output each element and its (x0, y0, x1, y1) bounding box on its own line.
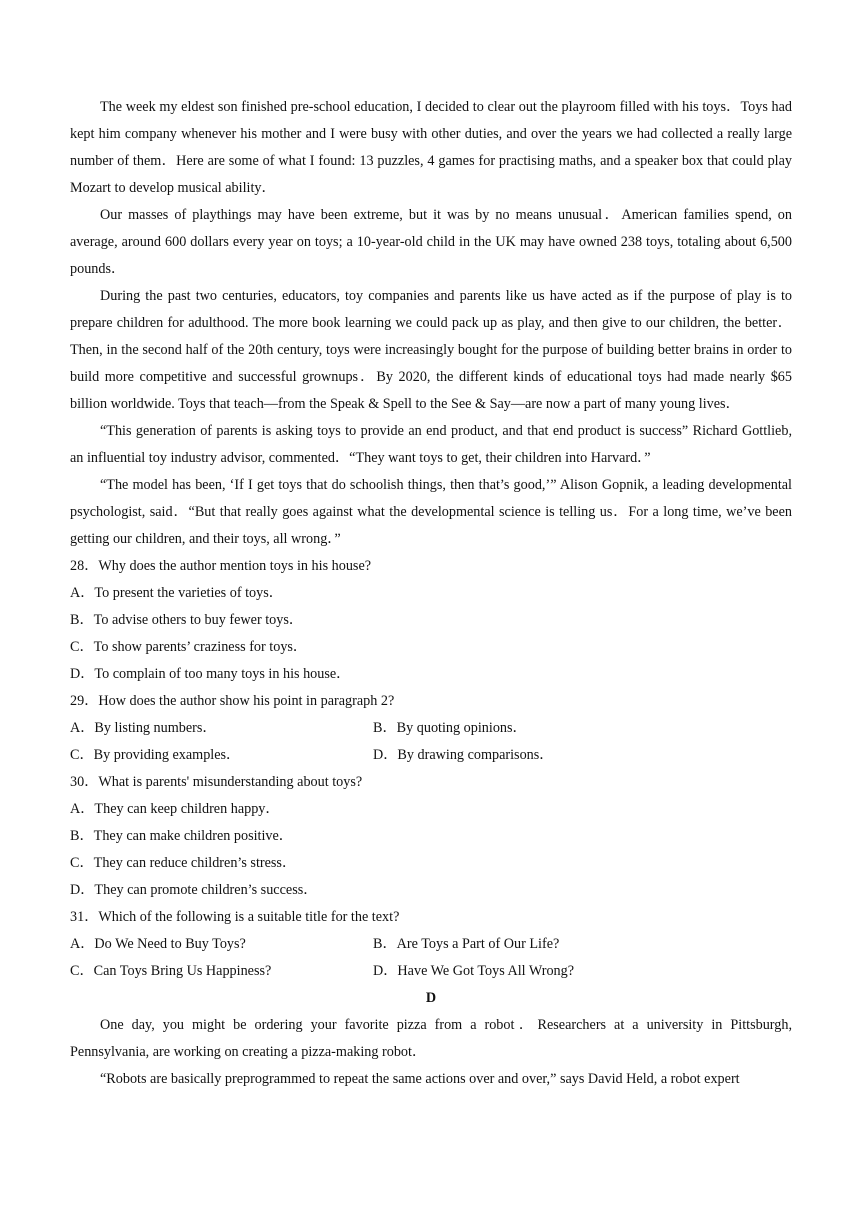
passage-c-paragraph-4: “This generation of parents is asking toys to provide an end product, and that end product is success” Richard Gottlieb, an influential toy industry advisor, commented．“They want toys to get, their children into Harvard．” (70, 423, 792, 466)
question-stem: 29．How does the author show his point in paragraph 2? (70, 693, 395, 709)
option-a: A．They can keep children happy． (70, 801, 280, 817)
passage-d-paragraph-2: “Robots are basically preprogrammed to repeat the same actions over and over,” says David Held, a robot expert (100, 1071, 740, 1087)
option-d: D．To complain of too many toys in his house． (70, 666, 351, 682)
option-d: D．Have We Got Toys All Wrong? (373, 963, 575, 979)
options-row (70, 742, 792, 769)
option-c: C．To show parents’ craziness for toys． (70, 639, 308, 655)
options-row (70, 958, 792, 985)
passage-c-paragraph-3: During the past two centuries, educators, toy companies and parents like us have acted as if the purpose of play is to prepare children for adulthood. The more book learning we could pack up as play, and then give to our children, the better．Then, in the second half of the 20th century, toys were increasingly bought for the purpose of building better brains in order to build more competitive and successful grownups．By 2020, the different kinds of educational toys had made nearly $65 billion worldwide. Toys that teach—from the Speak & Spell to the See & Say—are now a part of many young lives． (70, 288, 792, 412)
option-b: B．Are Toys a Part of Our Life? (373, 936, 560, 952)
option-d: D．They can promote children’s success． (70, 882, 318, 898)
question-30 (70, 769, 792, 904)
question-28 (70, 553, 792, 688)
question-stem: 31．Which of the following is a suitable title for the text? (70, 909, 400, 925)
document-page (70, 94, 792, 1093)
option-a: A．To present the varieties of toys． (70, 585, 283, 601)
passage-d-heading: D (425, 990, 437, 1006)
option-c: C．Can Toys Bring Us Happiness? (70, 963, 272, 979)
option-a: A．Do We Need to Buy Toys? (70, 936, 246, 952)
question-31 (70, 904, 792, 985)
passage-c-paragraph-5: “The model has been, ‘If I get toys that do schoolish things, then that’s good,’” Alison Gopnik, a leading developmental psychologist, said．“But that really goes against what the developmental science is telling us．For a long time, we’ve been getting our children, and their toys, all wrong．” (70, 477, 792, 547)
passage-c-paragraph-2: Our masses of playthings may have been extreme, but it was by no means unusual．American families spend, on average, around 600 dollars every year on toys; a 10-year-old child in the UK may have owned 238 toys, totaling about 6,500 pounds． (70, 207, 792, 277)
passage-d-paragraph-1: One day, you might be ordering your favorite pizza from a robot．Researchers at a university in Pittsburgh, Pennsylvania, are working on creating a pizza-making robot． (70, 1017, 792, 1060)
question-29 (70, 688, 792, 769)
option-c: C．By providing examples． (70, 747, 241, 763)
options-row (70, 715, 792, 742)
passage-c-paragraph-1: The week my eldest son finished pre-school education, I decided to clear out the playroom filled with his toys．Toys had kept him company whenever his mother and I were busy with other duties, and over the years we had collected a really large number of them．Here are some of what I found: 13 puzzles, 4 games for practising maths, and a speaker box that could play Mozart to develop musical ability． (70, 99, 792, 196)
option-b: B．To advise others to buy fewer toys． (70, 612, 304, 628)
option-a: A．By listing numbers． (70, 720, 217, 736)
options-row (70, 931, 792, 958)
question-stem: 28．Why does the author mention toys in his house? (70, 558, 372, 574)
option-d: D．By drawing comparisons． (373, 747, 554, 763)
question-stem: 30．What is parents' misunderstanding about toys? (70, 774, 363, 790)
option-c: C．They can reduce children’s stress． (70, 855, 297, 871)
option-b: B．They can make children positive． (70, 828, 293, 844)
option-b: B．By quoting opinions． (373, 720, 527, 736)
